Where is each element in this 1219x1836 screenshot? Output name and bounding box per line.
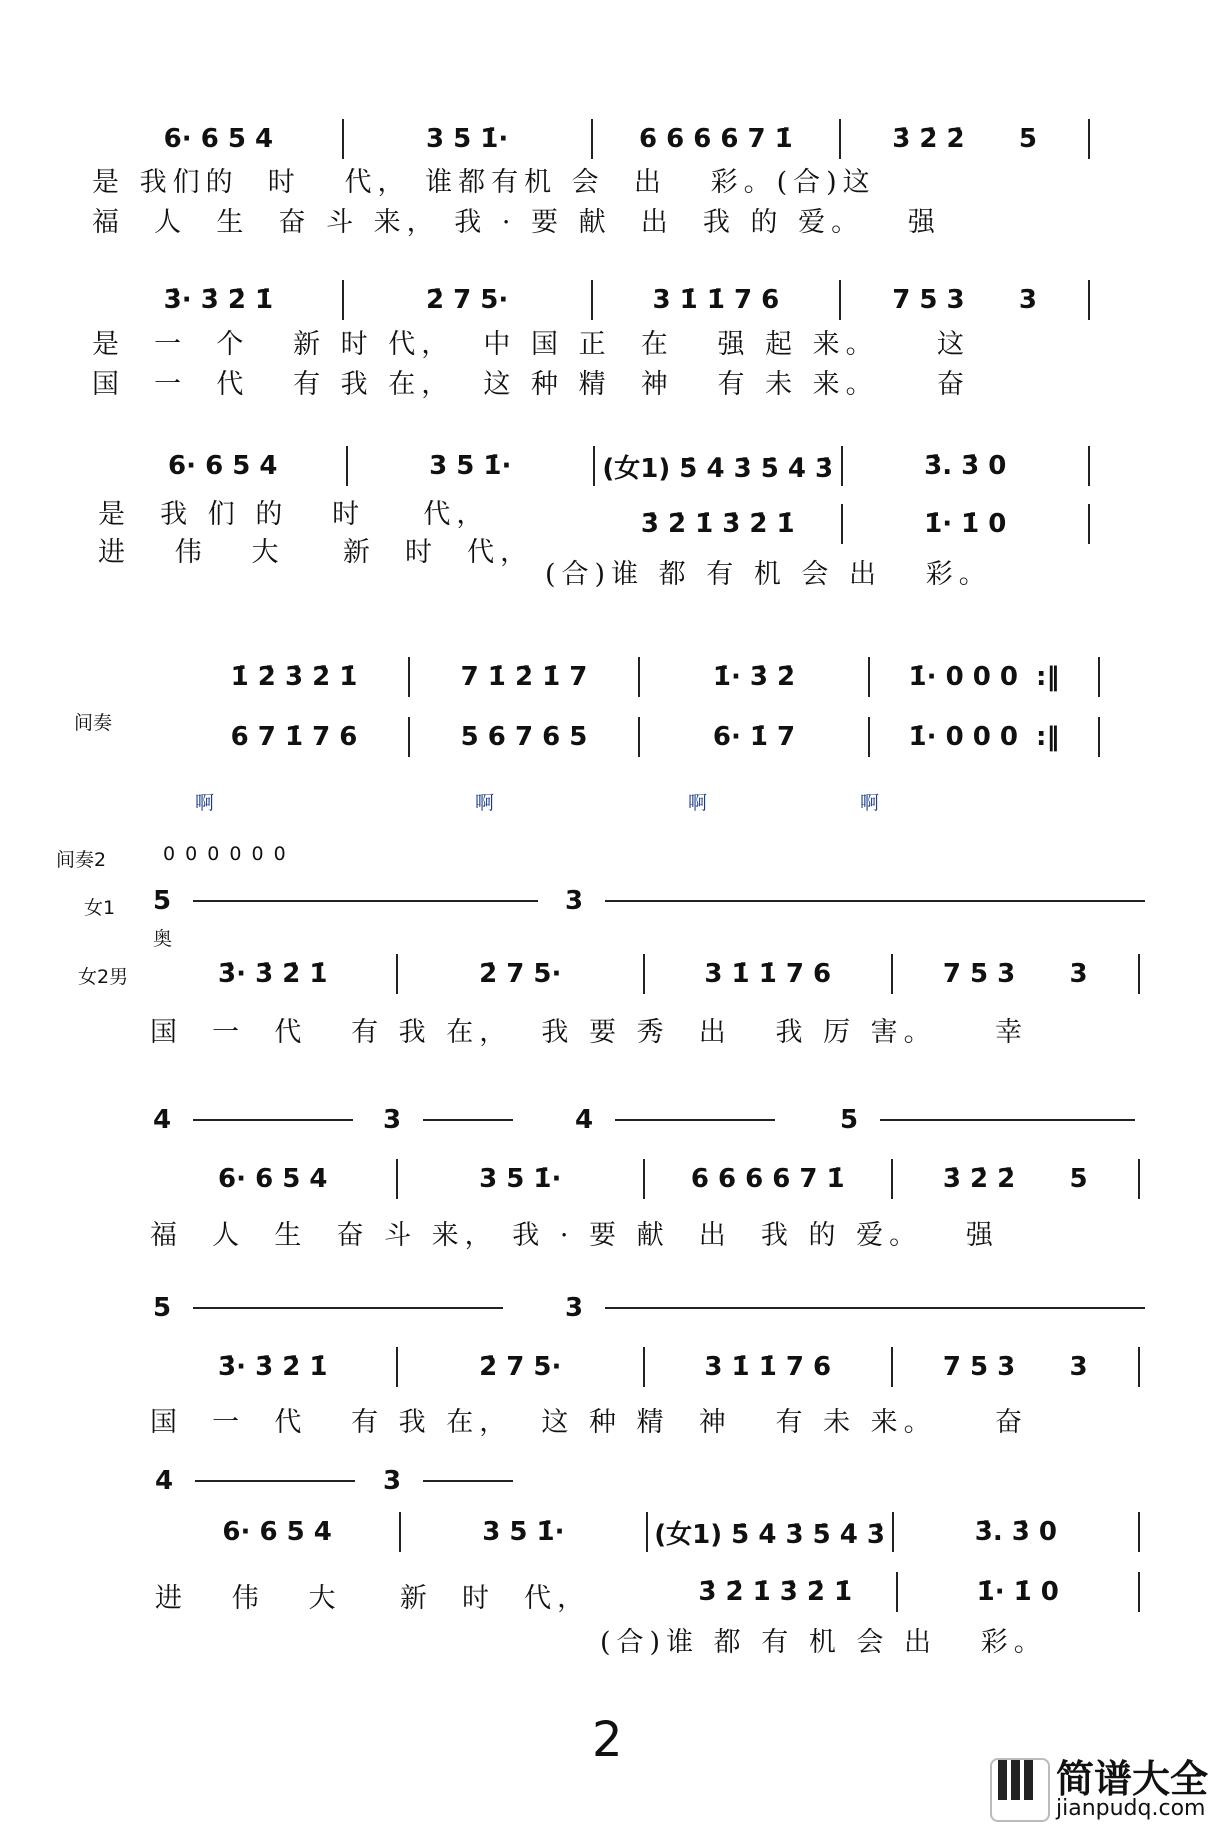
notes-row <box>100 444 1090 488</box>
held-note <box>565 1293 1145 1323</box>
measure: 3 1̇ 1̇ 7 6 <box>652 285 780 315</box>
logo-url: jianpudq.com <box>1056 1796 1206 1821</box>
lyric-line: 国 一 代 有 我 在， 这 种 精 神 有 未 来。 奋 <box>92 369 970 400</box>
measure: 3̇. 3̇ 0 <box>974 1517 1057 1547</box>
lyric-line: (合)谁 都 有 机 会 出 彩。 <box>545 559 992 590</box>
measure: 1̇· 3̇ 2̇ <box>712 662 796 692</box>
measure: 3̇· 3̇ 2̇ 1̇ <box>218 959 328 989</box>
measure: 7 5 3 3 <box>942 959 1088 989</box>
lyric-line: 国 一 代 有 我 在， 我 要 秀 出 我 厉 害。 幸 <box>150 1017 1028 1048</box>
held-note-value: 3 <box>383 1105 402 1135</box>
syllable: 啊 <box>860 792 880 814</box>
measure: 1̇ 2̇ 3̇ 2̇ 1̇ <box>230 662 358 692</box>
barline <box>1098 657 1100 697</box>
held-note <box>155 1466 355 1496</box>
measure: 6· 6 5 4 <box>222 1517 332 1547</box>
measure: 6 6 6 6 7 1̇ <box>690 1164 845 1194</box>
measure: 3 5 1̇· <box>425 124 509 154</box>
logo-title: 简谱大全 <box>1056 1757 1209 1801</box>
measure: 6· 6 5 4 <box>168 451 278 481</box>
interlude-label: 间奏 <box>74 712 113 734</box>
lyric-line: 进 伟 大 新 时 代， <box>155 1583 591 1614</box>
hold-line <box>615 1119 775 1121</box>
lyric-line: 国 一 代 有 我 在， 这 种 精 神 有 未 来。 奋 <box>150 1407 1028 1438</box>
held-note <box>383 1466 513 1496</box>
measure: 3 5 1̇· <box>479 1164 562 1194</box>
part-label-female1: 女1 <box>84 897 116 919</box>
barline <box>1088 504 1090 544</box>
held-note-value: 3 <box>565 1293 584 1323</box>
notes-row <box>150 1345 1140 1389</box>
measure: 7 5 3 3 <box>942 1352 1088 1382</box>
hold-line <box>193 1119 353 1121</box>
notes-row <box>150 952 1140 996</box>
measure: 6 6 6 6 7 1̇ <box>638 124 793 154</box>
measure: (女1) 5̇ 4̇ 3̇ 5̇ 4̇ 3̇ <box>602 453 834 484</box>
measure: 3 5 1̇· <box>482 1517 565 1547</box>
syllable: 啊 <box>475 792 495 814</box>
measure: 3 5 1̇· <box>429 451 512 481</box>
barline <box>1138 1512 1140 1552</box>
measure: 1̇· 0 0 0 :‖ <box>908 722 1060 752</box>
hold-line <box>193 900 538 902</box>
held-note <box>575 1105 775 1135</box>
site-logo <box>990 1758 1208 1822</box>
held-note-value: 4 <box>153 1105 172 1135</box>
held-note-value: 4 <box>155 1466 174 1496</box>
notes-row <box>95 278 1090 322</box>
measure: 2̇ 7 5· <box>425 285 509 315</box>
measure: 1̇· 1̇ 0 <box>924 509 1007 539</box>
barline <box>1098 717 1100 757</box>
measure: 3̇. 3̇ 0 <box>924 451 1007 481</box>
notes-row <box>95 117 1090 161</box>
barline <box>1138 1347 1140 1387</box>
syllable: 啊 <box>688 792 708 814</box>
notes-row <box>150 1157 1140 1201</box>
hold-line <box>195 1480 355 1482</box>
measure: 2̇ 7 5· <box>479 959 562 989</box>
measure: 3̇· 3̇ 2̇ 1̇ <box>218 1352 328 1382</box>
held-note <box>153 886 538 916</box>
measure: 3̇ 2̇ 2̇ 5 <box>892 124 1038 154</box>
barline <box>1088 446 1090 486</box>
measure: 6 7 1̇ 7 6 <box>230 722 358 752</box>
notes-row <box>655 1570 1140 1614</box>
notes-row <box>180 655 1100 699</box>
lyric-line: 是 我们的 时 代， 谁都有机 会 出 彩。(合)这 <box>92 167 876 198</box>
measure: 6· 1̇ 7 <box>712 722 796 752</box>
held-note <box>153 1293 503 1323</box>
measure: 3̇ 2̇ 1̇ 3̇ 2̇ 1̇ <box>698 1577 853 1607</box>
held-note-value: 4 <box>575 1105 594 1135</box>
measure: 7 1̇ 2̇ 1̇ 7 <box>460 662 588 692</box>
measure: 6· 6 5 4 <box>163 124 274 154</box>
lyric-line: 福 人 生 奋 斗 来， 我 · 要 献 出 我 的 爱。 强 <box>92 207 941 238</box>
lyric-line: 进 伟 大 新 时 代， <box>98 537 534 568</box>
measure: 3̇ 2̇ 1̇ 3̇ 2̇ 1̇ <box>640 509 795 539</box>
measure: 1̇· 0 0 0 :‖ <box>908 662 1060 692</box>
syllable: 奥 <box>153 928 173 950</box>
hold-line <box>423 1480 513 1482</box>
hold-line <box>193 1307 503 1309</box>
barline <box>1138 1159 1140 1199</box>
hold-line <box>605 1307 1145 1309</box>
measure: 3̇· 3̇ 2̇ 1̇ <box>163 285 274 315</box>
notes-row <box>180 715 1100 759</box>
notes-row <box>155 1510 1140 1554</box>
piano-keys-icon <box>990 1758 1050 1822</box>
lyric-line: 是 一 个 新 时 代， 中 国 正 在 强 起 来。 这 <box>92 329 970 360</box>
measure: 6· 6 5 4 <box>218 1164 328 1194</box>
measure: 1̇· 1̇ 0 <box>976 1577 1059 1607</box>
held-note <box>383 1105 513 1135</box>
measure: (女1) 5̇ 4̇ 3̇ 5̇ 4̇ 3̇ <box>654 1519 885 1550</box>
lyric-line: (合)谁 都 有 机 会 出 彩。 <box>600 1627 1047 1658</box>
interlude2-label: 间奏2 <box>56 849 107 871</box>
barline <box>1138 954 1140 994</box>
barline <box>1088 280 1090 320</box>
held-note <box>840 1105 1135 1135</box>
held-note-value: 3 <box>383 1466 402 1496</box>
measure: 7 5 3 3 <box>892 285 1038 315</box>
held-note-value: 3 <box>565 886 584 916</box>
notes-row <box>595 502 1090 546</box>
page-number: 2 <box>592 1712 623 1768</box>
held-note <box>153 1105 353 1135</box>
syllable: 啊 <box>195 792 215 814</box>
hold-line <box>423 1119 513 1121</box>
lyric-line: 福 人 生 奋 斗 来， 我 · 要 献 出 我 的 爱。 强 <box>150 1220 999 1251</box>
barline <box>1088 119 1090 159</box>
measure: 3 1̇ 1̇ 7 6 <box>704 959 832 989</box>
hold-line <box>605 900 1145 902</box>
held-note <box>565 886 1145 916</box>
barline <box>1138 1572 1140 1612</box>
measure: 5 6 7 6 5 <box>460 722 588 752</box>
held-note-value: 5 <box>840 1105 859 1135</box>
measure: 3̇ 2̇ 2̇ 5 <box>942 1164 1088 1194</box>
hold-line <box>880 1119 1135 1121</box>
held-note-value: 5 <box>153 1293 172 1323</box>
part-label-female2-male: 女2男 <box>78 966 129 988</box>
lyric-line: 是 我 们 的 时 代， <box>98 499 490 530</box>
measure: 2̇ 7 5· <box>479 1352 562 1382</box>
held-note-value: 5 <box>153 886 172 916</box>
interlude2-notes: 0 0 0 0 0 0 <box>163 843 288 865</box>
measure: 3 1̇ 1̇ 7 6 <box>704 1352 832 1382</box>
